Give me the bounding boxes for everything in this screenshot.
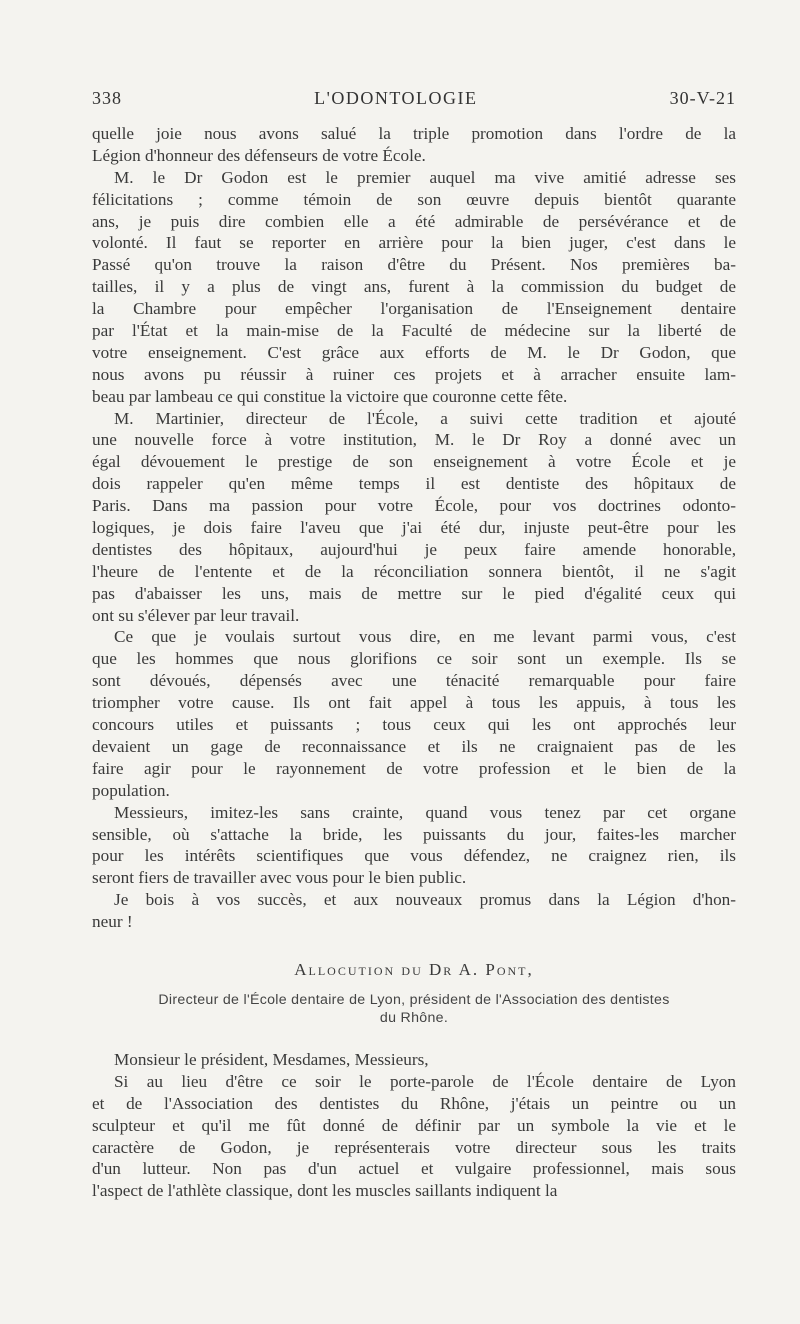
document-page: [92, 88, 736, 1202]
text-line: nous avons pu réussir à ruiner ces projets et à arracher ensuite lam-: [92, 364, 736, 384]
text-line: devaient un gage de reconnaissance et ils ne craignaient pas de les: [92, 736, 736, 756]
text-line: M. le Dr Godon est le premier auquel ma vive amitié adresse ses: [114, 167, 736, 187]
text-line: ont su s'élever par leur travail.: [92, 605, 300, 625]
text-line: Passé qu'on trouve la raison d'être du Présent. Nos premières ba-: [92, 255, 736, 275]
text-line: logiques, je dois faire l'aveu que j'ai été dur, injuste peut-être pour les: [92, 518, 736, 538]
running-head: [92, 88, 736, 109]
text-line: concours utiles et puissants ; tous ceux qui les ont approchés leur: [92, 715, 736, 735]
journal-title: L'ODONTOLOGIE: [314, 88, 478, 108]
paragraph: [92, 167, 736, 408]
text-line: Si au lieu d'être ce soir le porte-parole de l'École dentaire de Lyon: [114, 1071, 736, 1091]
body-text-before: [92, 123, 736, 933]
paragraph: [92, 123, 736, 167]
text-line: dois rappeler qu'en même temps il est dentiste des hôpitaux de: [92, 474, 736, 494]
text-line: l'heure de l'entente et de la réconciliation sonnera bientôt, il ne s'agit: [92, 561, 736, 581]
text-line: sont dévoués, dépensés avec une ténacité remarquable pour faire: [92, 671, 736, 691]
text-line: votre enseignement. C'est grâce aux efforts de M. le Dr Godon, que: [92, 342, 736, 362]
paragraph: [92, 889, 736, 933]
text-line: félicitations ; comme témoin de son œuvre depuis bientôt quarante: [92, 189, 736, 209]
paragraph: [92, 1049, 736, 1071]
text-line: sensible, où s'attache la bride, les puissants du jour, faites-les marcher: [92, 824, 736, 844]
text-line: une nouvelle force à votre institution, M. le Dr Roy a donné avec un: [92, 430, 736, 450]
text-line: caractère de Godon, je représenterais votre directeur sous les traits: [92, 1137, 736, 1157]
text-line: neur !: [92, 912, 133, 932]
text-line: triompher votre cause. Ils ont fait appel à tous les appuis, à tous les: [92, 693, 736, 713]
spacer: [92, 1027, 736, 1049]
text-line: tailles, il y a plus de vingt ans, furent à la commission du budget de: [92, 277, 736, 297]
text-line: Paris. Dans ma passion pour votre École, pour vos doctrines odonto-: [92, 496, 736, 516]
text-line: Ce que je voulais surtout vous dire, en me levant parmi vous, c'est: [114, 627, 736, 647]
text-line: Messieurs, imitez-les sans crainte, quand vous tenez par cet organe: [114, 802, 736, 822]
text-line: d'un lutteur. Non pas d'un actuel et vulgaire professionnel, mais sous: [92, 1159, 736, 1179]
body-text-after: [92, 1049, 736, 1202]
text-line: l'aspect de l'athlète classique, dont les muscles saillants indiquent la: [92, 1181, 558, 1201]
text-line: et de l'Association des dentistes du Rhône, j'étais un peintre ou un: [92, 1093, 736, 1113]
text-line: population.: [92, 780, 170, 800]
text-line: Je bois à vos succès, et aux nouveaux promus dans la Légion d'hon-: [114, 890, 736, 910]
text-line: Monsieur le président, Mesdames, Messieurs,: [114, 1049, 429, 1069]
text-line: volonté. Il faut se reporter en arrière pour la bien juger, c'est dans le: [92, 233, 736, 253]
section-subheading: [92, 991, 736, 1027]
text-line: ans, je puis dire combien elle a été admirable de persévérance et de: [92, 211, 736, 231]
issue-date: 30-V-21: [669, 88, 736, 108]
paragraph: [92, 626, 736, 801]
section-heading: Allocution du Dr A. Pont,: [294, 959, 534, 979]
text-line: par l'État et la main-mise de la Faculté de médecine sur la liberté de: [92, 321, 736, 341]
text-line: seront fiers de travailler avec vous pour le bien public.: [92, 868, 467, 888]
page-number: 338: [92, 88, 122, 108]
text-line: beau par lambeau ce qui constitue la victoire que couronne cette fête.: [92, 386, 568, 406]
text-line: dentistes des hôpitaux, aujourd'hui je peux faire amende honorable,: [92, 539, 736, 559]
subheading-line: du Rhône.: [379, 1009, 449, 1026]
paragraph: [92, 802, 736, 890]
text-line: la Chambre pour empêcher l'organisation de l'Enseignement dentaire: [92, 299, 736, 319]
text-line: M. Martinier, directeur de l'École, a suivi cette tradition et ajouté: [114, 408, 736, 428]
subheading-line: Directeur de l'École dentaire de Lyon, président de l'Association des dentistes: [158, 991, 670, 1008]
text-line: sculpteur et qu'il me fût donné de définir par un symbole la vie et le: [92, 1115, 736, 1135]
paragraph: [92, 408, 736, 627]
text-line: faire agir pour le rayonnement de votre profession et le bien de la: [92, 758, 736, 778]
text-line: Légion d'honneur des défenseurs de votre École.: [92, 145, 426, 165]
text-line: pas d'abaisser les uns, mais de mettre sur le pied d'égalité ceux qui: [92, 583, 736, 603]
text-line: que les hommes que nous glorifions ce soir sont un exemple. Ils se: [92, 649, 736, 669]
text-line: pour les intérêts scientifiques que vous défendez, ne craignez rien, ils: [92, 846, 736, 866]
text-line: égal dévouement le prestige de son enseignement à votre École et je: [92, 452, 736, 472]
paragraph: [92, 1071, 736, 1202]
text-line: quelle joie nous avons salué la triple promotion dans l'ordre de la: [92, 124, 736, 143]
